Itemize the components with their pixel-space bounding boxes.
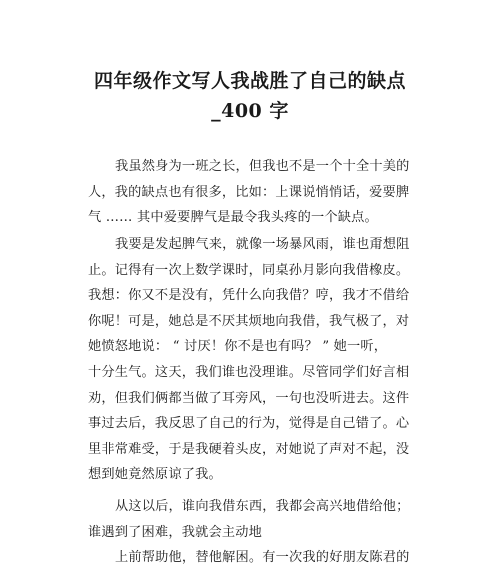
paragraph-2 bbox=[88, 232, 418, 488]
paragraph-3 bbox=[88, 494, 418, 545]
paragraph-1 bbox=[88, 154, 418, 231]
paragraph-line: 你呢！可是，她总是不厌其烦地向我借，我气极了，对 bbox=[88, 313, 410, 329]
paragraph-line: 止。记得有一次上数学课时，同桌孙月影向我借橡皮。 bbox=[88, 262, 410, 278]
paragraph-line: 她愤怒地说： “ 讨厌！你不是也有吗？ ” 她一听， bbox=[88, 339, 388, 355]
paragraph-line: 谁遇到了困难，我就会主动地 bbox=[88, 524, 263, 540]
paragraph-line: 想到她竟然原谅了我。 bbox=[88, 467, 222, 483]
paragraph-line: 人，我的缺点也有很多，比如：上课说悄悄话，爱要脾 bbox=[88, 184, 410, 200]
paragraph-4 bbox=[88, 545, 418, 571]
paragraph-line: 里非常难受，于是我硬着头皮，对她说了声对不起，没 bbox=[88, 441, 410, 457]
paragraph-line: 上前帮助他，替他解困。有一次我的好朋友陈君的 bbox=[115, 550, 410, 565]
paragraph-line: 十分生气。这天，我们谁也没理谁。尽管同学们好言相 bbox=[88, 364, 410, 380]
document-title-suffix: _400 字 bbox=[211, 100, 289, 122]
paragraph-line: 我虽然身为一班之长，但我也不是一个十全十美的 bbox=[115, 159, 410, 174]
paragraph-line: 从这以后，谁向我借东西，我都会高兴地借给他； bbox=[115, 499, 410, 514]
paragraph-line: 劝，但我们俩都当做了耳旁风，一句也没听进去。这件 bbox=[88, 390, 410, 406]
document-title: 四年级作文写人我战胜了自己的缺点 bbox=[93, 70, 406, 92]
paragraph-line: 我要是发起脾气来，就像一场暴风雨，谁也甭想阻 bbox=[115, 237, 410, 252]
paragraph-line: 气 …… 其中爱要脾气是最令我头疼的一个缺点。 bbox=[88, 210, 378, 226]
paragraph-line: 我想：你又不是没有，凭什么向我借？哼，我才不借给 bbox=[88, 288, 410, 304]
paragraph-line: 事过去后，我反思了自己的行为，觉得是自己错了。心 bbox=[88, 416, 410, 432]
